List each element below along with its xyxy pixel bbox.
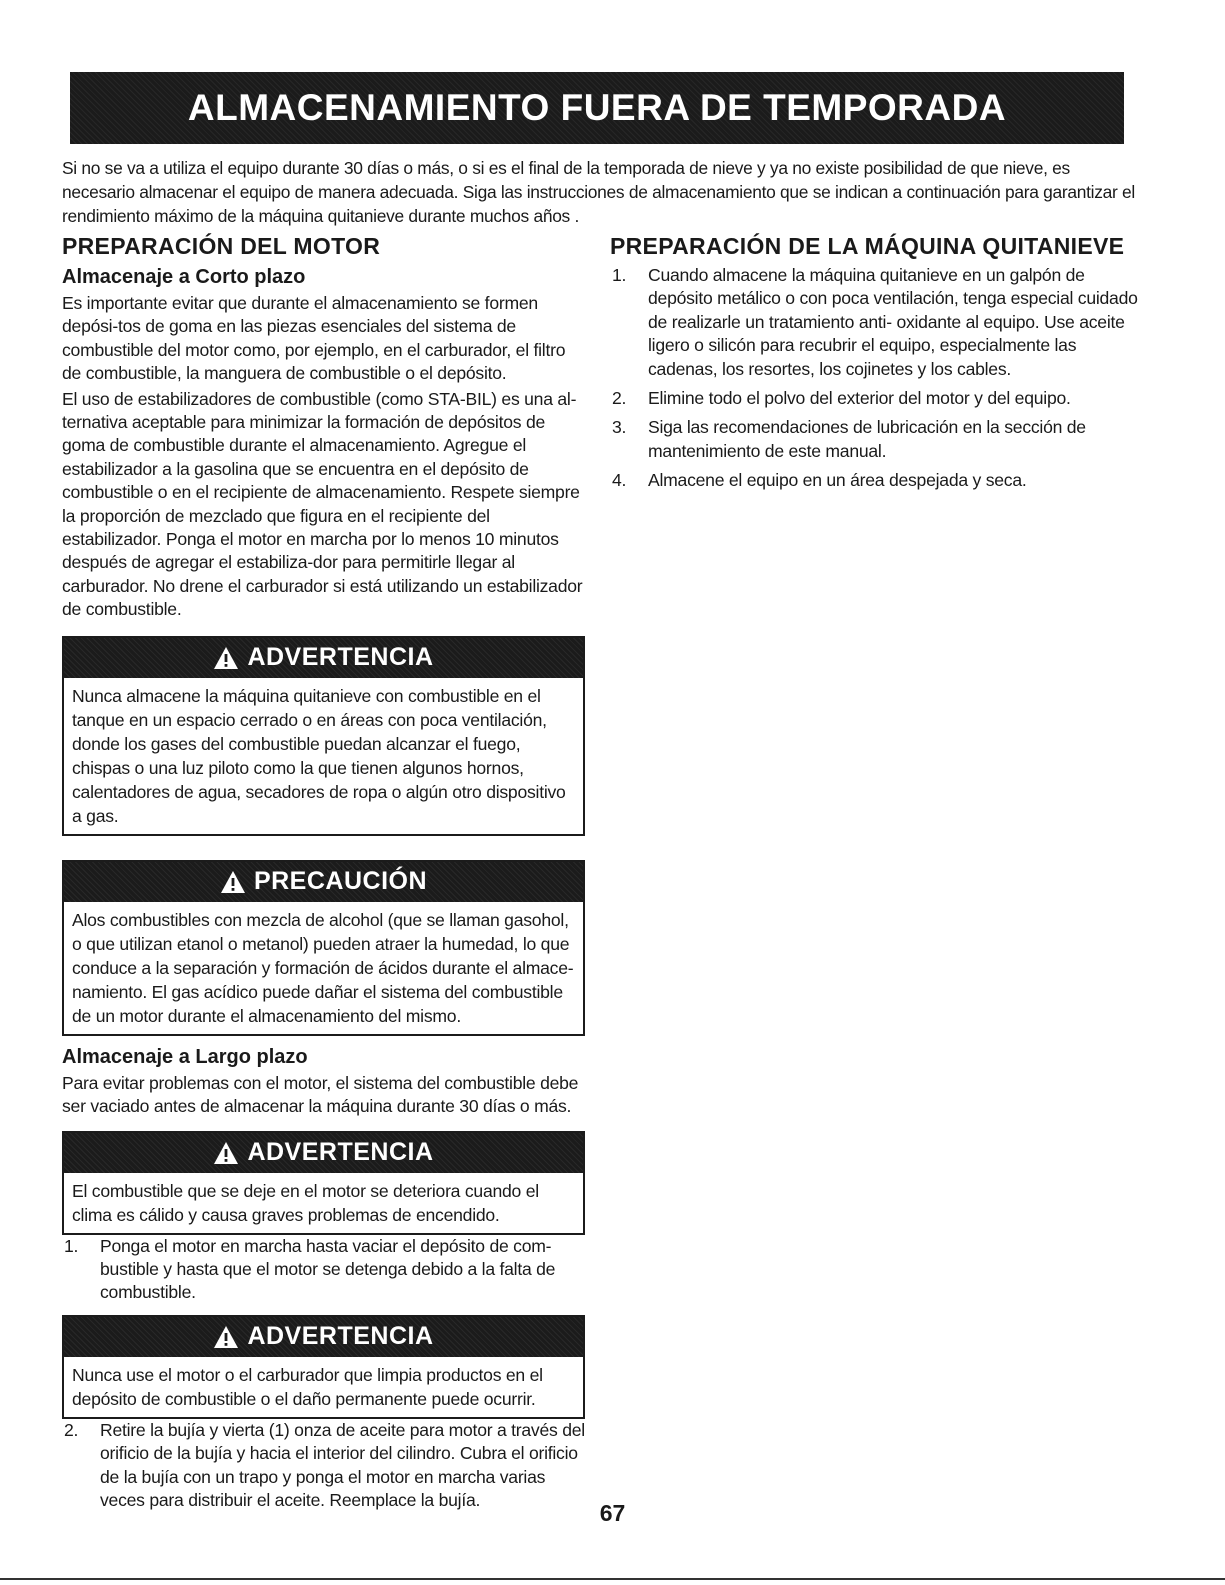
step-text: Siga las recomendaciones de lubricación en la sección de mantenimiento de este manual.	[648, 417, 1086, 461]
step-number: 4.	[612, 470, 627, 491]
intro-paragraph: Si no se va a utiliza el equipo durante 30 días o más, o si es el final de la temporada de nieve y ya no existe posibilidad de que nieve, es necesario almacenar el equipo de manera adecuada. Siga las instrucciones de almacenamiento que se indican a continuación para garantizar el rendimiento máximo de la máquina quitanieve durante muchos años .	[62, 158, 1135, 226]
step-text: Ponga el motor en marcha hasta vaciar el depósito de com-bustible y hasta que el motor se detenga debido a la falta de combustible.	[100, 1235, 556, 1303]
warning-triangle-icon	[213, 1325, 239, 1349]
caution-header	[64, 862, 583, 902]
step-number: 1.	[64, 1235, 79, 1256]
warning-label: ADVERTENCIA	[247, 1322, 434, 1351]
warning-header	[64, 638, 583, 678]
warning-text: Nunca almacene la máquina quitanieve con combustible en el tanque en un espacio cerrado o en áreas con poca ventilación, donde los gases del combustible puedan alcanzar el fuego, chispas o una luz piloto como la que tienen algunos hornos, calentadores de agua, secadores de ropa o algún otro dispositivo a gas.	[72, 685, 566, 826]
step-text: Elimine todo el polvo del exterior del motor y del equipo.	[648, 388, 1071, 409]
list-item	[610, 416, 1145, 463]
caution-label: PRECAUCIÓN	[253, 867, 428, 896]
short-term-paragraph-1: Es importante evitar que durante el almacenamiento se formen depósi-tos de goma en las piezas esenciales del sistema de combustible del motor como, por ejemplo, en el carburador, el filtro de combustible, la manguera de combustible o el depósito.	[62, 293, 566, 384]
long-term-paragraph: Para evitar problemas con el motor, el sistema del combustible debe ser vaciado antes de almacenar la máquina durante 30 días o más.	[62, 1072, 579, 1117]
snowthrower-steps-list	[610, 264, 1145, 493]
warning-label: ADVERTENCIA	[247, 1138, 434, 1166]
page-number: 67	[599, 1500, 626, 1526]
warning-text: El combustible que se deje en el motor se deteriora cuando el clima es cálido y causa graves problemas de encendido.	[72, 1180, 539, 1225]
list-item	[62, 1235, 587, 1305]
warning-box-3	[62, 1315, 585, 1419]
warning-box-1	[62, 636, 585, 836]
list-item	[610, 264, 1145, 381]
list-item	[62, 1419, 587, 1513]
snowthrower-prep-heading: PREPARACIÓN DE LA MÁQUINA QUITANIEVE	[610, 233, 1125, 259]
title-banner	[70, 72, 1124, 144]
list-item	[610, 387, 1145, 410]
right-column	[610, 232, 1145, 499]
step-text: Cuando almacene la máquina quitanieve en un galpón de depósito metálico o con poca ventilación, tenga especial cuidado de realizarle un tratamiento anti- oxidante al equipo. Use aceite ligero o silicón para recubrir el equipo, especialmente las cadenas, los resortes, los cojinetes y los cables.	[648, 265, 1138, 379]
warning-header	[64, 1317, 583, 1357]
step-text: Retire la bujía y vierta (1) onza de aceite para motor a través del orificio de la bujía y hacia el interior del cilindro. Cubra el orificio de la bujía con un trapo y ponga el motor en marcha varias veces para distribuir el aceite. Reemplace la bujía.	[100, 1419, 585, 1510]
left-column	[62, 232, 587, 1518]
caution-text: Alos combustibles con mezcla de alcohol (que se llaman gasohol, o que utilizan etanol o metanol) pueden atraer la humedad, lo que conduce a la separación y formación de ácidos durante el almace-namiento. El gas acídico puede dañar el sistema del combustible de un motor durante el almacenamiento del mismo.	[72, 909, 574, 1026]
warning-triangle-icon	[213, 1141, 239, 1165]
list-item	[610, 469, 1145, 492]
warning-box-2	[62, 1131, 585, 1235]
engine-prep-heading: PREPARACIÓN DEL MOTOR	[62, 233, 381, 259]
warning-text: Nunca use el motor o el carburador que limpia productos en el depósito de combustible o el daño permanente puede ocurrir.	[72, 1364, 543, 1409]
step-text: Almacene el equipo en un área despejada y seca.	[648, 470, 1027, 491]
step-number: 3.	[612, 417, 627, 438]
long-term-heading: Almacenaje a Largo plazo	[62, 1045, 308, 1068]
engine-steps-list-2	[62, 1419, 587, 1513]
warning-header	[64, 1133, 583, 1173]
warning-triangle-icon	[213, 646, 239, 670]
warning-label: ADVERTENCIA	[247, 643, 434, 672]
page-title: ALMACENAMIENTO FUERA DE TEMPORADA	[187, 87, 1007, 128]
short-term-heading: Almacenaje a Corto plazo	[62, 266, 306, 288]
warning-triangle-icon	[220, 870, 246, 894]
step-number: 2.	[612, 388, 627, 409]
bottom-divider	[0, 1578, 1225, 1580]
short-term-paragraph-2: El uso de estabilizadores de combustible (como STA-BIL) es una al-ternativa aceptable para minimizar la formación de depósitos de goma de combustible durante el almacenamiento. Agregue el estabilizador a la gasolina que se encuentra en el depósito de combustible o en el recipiente de almacenamiento. Respete siempre la proporción de mezclado que figura en el recipiente del estabilizador. Ponga el motor en marcha por lo menos 10 minutos después de agregar el estabiliza-dor para permitirle llegar al carburador. No drene el carburador si está utilizando un estabilizador de combustible.	[62, 388, 583, 620]
caution-box	[62, 860, 585, 1036]
engine-steps-list-1	[62, 1235, 587, 1305]
step-number: 2.	[64, 1419, 79, 1440]
step-number: 1.	[612, 265, 627, 285]
